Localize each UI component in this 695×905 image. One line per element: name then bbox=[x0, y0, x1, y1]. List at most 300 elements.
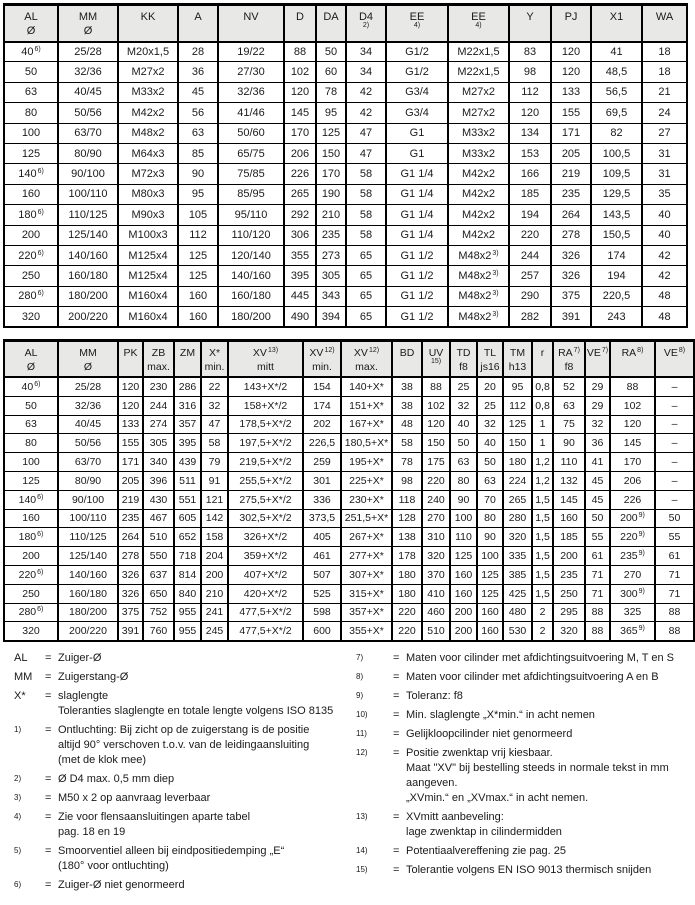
cell: 814 bbox=[174, 565, 201, 584]
cell: 158 bbox=[201, 528, 228, 547]
cell: 160/180 bbox=[218, 286, 284, 306]
cell: 40 bbox=[477, 434, 503, 453]
cell: M22x1,5 bbox=[448, 62, 509, 82]
cell: 326 bbox=[551, 245, 591, 265]
cell: 219,5+X*/2 bbox=[228, 453, 303, 472]
cell: 160 bbox=[477, 622, 503, 641]
cell: 40 bbox=[450, 415, 477, 434]
cell: 140/160 bbox=[58, 245, 118, 265]
table-row bbox=[4, 184, 687, 204]
footnote-marker: 7) bbox=[356, 652, 364, 662]
cell: 257 bbox=[509, 266, 551, 286]
cell: 160 bbox=[553, 509, 585, 528]
cell: 40 bbox=[642, 205, 687, 225]
cell: 27/30 bbox=[218, 62, 284, 82]
cell: 83 bbox=[509, 42, 551, 62]
cell: 125 bbox=[316, 123, 346, 143]
cell: 220$^{6)}$ bbox=[4, 245, 58, 265]
cell: 226 bbox=[284, 164, 316, 184]
cell: 32 bbox=[585, 415, 610, 434]
cell: 180/200 bbox=[58, 603, 118, 622]
cell: 160 bbox=[450, 565, 477, 584]
cell: 71 bbox=[655, 584, 694, 603]
cell: 219 bbox=[118, 490, 143, 509]
cell: 243 bbox=[591, 307, 642, 327]
cell: 63/70 bbox=[58, 453, 118, 472]
cell: 40/45 bbox=[58, 82, 118, 102]
cell: 282 bbox=[509, 307, 551, 327]
cell: 29 bbox=[585, 396, 610, 415]
cell: 200 bbox=[201, 565, 228, 584]
cell: 326+X*/2 bbox=[228, 528, 303, 547]
cell: 41 bbox=[585, 453, 610, 472]
cell: 250 bbox=[4, 584, 58, 603]
cell: 102 bbox=[610, 396, 655, 415]
cell: 295 bbox=[553, 603, 585, 622]
cell: 143,5 bbox=[591, 205, 642, 225]
cell: 71 bbox=[585, 584, 610, 603]
cell: 50 bbox=[450, 434, 477, 453]
cell: 140/160 bbox=[218, 266, 284, 286]
cell: 302,5+X*/2 bbox=[228, 509, 303, 528]
cell: 47 bbox=[346, 143, 386, 163]
footnote-marker: 11) bbox=[356, 728, 367, 738]
footnote-equals: = bbox=[393, 708, 400, 721]
cell: 154 bbox=[303, 377, 341, 396]
footnote bbox=[356, 727, 693, 742]
cell: – bbox=[655, 471, 694, 490]
cell: M160x4 bbox=[118, 286, 178, 306]
cell: 110/120 bbox=[218, 225, 284, 245]
cell: 48 bbox=[642, 307, 687, 327]
cell: 88 bbox=[610, 377, 655, 396]
cell: 138 bbox=[392, 528, 422, 547]
cell: 1,5 bbox=[532, 509, 553, 528]
cell: 460 bbox=[422, 603, 450, 622]
column-header: DA bbox=[316, 5, 346, 42]
cell: 210 bbox=[316, 205, 346, 225]
cell: 1,5 bbox=[532, 528, 553, 547]
footnote bbox=[14, 878, 351, 893]
cell: M42x2 bbox=[448, 225, 509, 245]
cell: 467 bbox=[143, 509, 174, 528]
footnotes-right-column bbox=[351, 651, 693, 897]
cell: 112 bbox=[509, 82, 551, 102]
cell: 955 bbox=[174, 603, 201, 622]
cell: 326 bbox=[551, 266, 591, 286]
cell: 170 bbox=[610, 453, 655, 472]
footnote-marker: 15) bbox=[356, 864, 368, 874]
footnote-text: Potentiaalvereffening zie pag. 25 bbox=[406, 844, 567, 857]
footnote-text: Tolerantie volgens EN ISO 9013 thermisch snijden bbox=[406, 863, 652, 876]
cell: 370 bbox=[422, 565, 450, 584]
cell: 150 bbox=[316, 143, 346, 163]
cell: G1 1/4 bbox=[386, 205, 448, 225]
cell: 32 bbox=[450, 396, 477, 415]
cell: 125 bbox=[477, 584, 503, 603]
table-row bbox=[4, 490, 694, 509]
cell: 50/56 bbox=[58, 434, 118, 453]
cell: 63 bbox=[477, 471, 503, 490]
cell: M42x2 bbox=[118, 103, 178, 123]
cell: 125 bbox=[477, 565, 503, 584]
cell: 605 bbox=[174, 509, 201, 528]
cell: 1,5 bbox=[532, 547, 553, 566]
cell: 335 bbox=[503, 547, 532, 566]
cell: 274 bbox=[143, 415, 174, 434]
cell: 245 bbox=[201, 622, 228, 641]
cell: 118 bbox=[392, 490, 422, 509]
cell: M48x2 bbox=[118, 123, 178, 143]
cell: 47 bbox=[201, 415, 228, 434]
table-row bbox=[4, 584, 694, 603]
cell: 171 bbox=[118, 453, 143, 472]
cell: 100 bbox=[4, 123, 58, 143]
column-header: D bbox=[284, 5, 316, 42]
cell: 52 bbox=[553, 377, 585, 396]
cell: 98 bbox=[509, 62, 551, 82]
cell: 90/100 bbox=[58, 164, 118, 184]
cell: 180,5+X* bbox=[341, 434, 392, 453]
cell: 145 bbox=[610, 434, 655, 453]
cell: G1 1/2 bbox=[386, 286, 448, 306]
cell: 220$^{6)}$ bbox=[4, 565, 58, 584]
footnote bbox=[356, 863, 693, 878]
footnote-equals: = bbox=[45, 791, 52, 804]
cell: 125 bbox=[178, 245, 218, 265]
cell: 61 bbox=[655, 547, 694, 566]
column-header: PK bbox=[118, 340, 143, 377]
cell: 88 bbox=[655, 622, 694, 641]
cell: 219 bbox=[551, 164, 591, 184]
footnote-equals: = bbox=[45, 810, 52, 823]
footnote-text: Ontluchting: Bij zicht op de zuigerstang is de positie altijd 90° verschoven t.o.v. van de leidingaansluiting (met de klok mee) bbox=[58, 723, 310, 766]
column-header: EE 4) bbox=[448, 5, 509, 42]
column-header: ZM bbox=[174, 340, 201, 377]
cell: 132 bbox=[553, 471, 585, 490]
cell: 65 bbox=[346, 245, 386, 265]
cell: 410 bbox=[422, 584, 450, 603]
cell: 300$^{9)}$ bbox=[610, 584, 655, 603]
cell: 355+X* bbox=[341, 622, 392, 641]
footnote bbox=[356, 651, 693, 666]
cell: 220 bbox=[422, 471, 450, 490]
cell: 160 bbox=[178, 286, 218, 306]
cell: 316 bbox=[174, 396, 201, 415]
cell: M27x2 bbox=[448, 103, 509, 123]
cell: 100,5 bbox=[591, 143, 642, 163]
cell: 45 bbox=[178, 82, 218, 102]
cell: 235 bbox=[553, 565, 585, 584]
footnotes-left-column bbox=[3, 651, 351, 897]
column-header: Y bbox=[509, 5, 551, 42]
cell: 63 bbox=[4, 82, 58, 102]
cylinder-dimensions-table bbox=[3, 3, 688, 328]
cell: 120/140 bbox=[218, 245, 284, 265]
cell: 305 bbox=[143, 434, 174, 453]
cell: 38 bbox=[392, 377, 422, 396]
cell: 58 bbox=[346, 225, 386, 245]
cell: 251,5+X* bbox=[341, 509, 392, 528]
cell: 407+X*/2 bbox=[228, 565, 303, 584]
cell: 63 bbox=[450, 453, 477, 472]
cell: 160/180 bbox=[58, 584, 118, 603]
cell: 190 bbox=[316, 184, 346, 204]
cell: 175 bbox=[422, 453, 450, 472]
cell: 598 bbox=[303, 603, 341, 622]
cell: 100 bbox=[4, 453, 58, 472]
table-row bbox=[4, 377, 694, 396]
cell: 50 bbox=[4, 396, 58, 415]
cell: 166 bbox=[509, 164, 551, 184]
cell: 18 bbox=[642, 62, 687, 82]
cell: 79 bbox=[201, 453, 228, 472]
cell: 95/110 bbox=[218, 205, 284, 225]
cell: 200 bbox=[4, 547, 58, 566]
cell: 95 bbox=[178, 184, 218, 204]
cell: M33x2 bbox=[448, 143, 509, 163]
cell: 110 bbox=[553, 453, 585, 472]
cell: 140$^{6)}$ bbox=[4, 164, 58, 184]
cell: 90/100 bbox=[58, 490, 118, 509]
cell: 88 bbox=[585, 622, 610, 641]
cell: 35 bbox=[642, 184, 687, 204]
cell: 150 bbox=[422, 434, 450, 453]
column-header: X* min. bbox=[201, 340, 228, 377]
table-row bbox=[4, 62, 687, 82]
cell: M22x1,5 bbox=[448, 42, 509, 62]
table-row bbox=[4, 143, 687, 163]
cell: 391 bbox=[551, 307, 591, 327]
cell: 50 bbox=[316, 42, 346, 62]
cell: 25/28 bbox=[58, 377, 118, 396]
footnote-marker: 3) bbox=[14, 792, 22, 802]
table-row bbox=[4, 307, 687, 327]
cell: 58 bbox=[346, 205, 386, 225]
cell: 42 bbox=[346, 82, 386, 102]
cell: – bbox=[655, 434, 694, 453]
cell: 25 bbox=[450, 377, 477, 396]
cell: 652 bbox=[174, 528, 201, 547]
cell: 120 bbox=[284, 82, 316, 102]
cell: 50 bbox=[585, 509, 610, 528]
table-body bbox=[4, 42, 687, 327]
footnote-text: Gelijkloopcilinder niet genormeerd bbox=[406, 727, 573, 740]
cell: 1,5 bbox=[532, 584, 553, 603]
footnote-marker: 13) bbox=[356, 811, 368, 821]
footnote bbox=[356, 708, 693, 723]
cell: 507 bbox=[303, 565, 341, 584]
cell: 204 bbox=[201, 547, 228, 566]
cell: 56 bbox=[178, 103, 218, 123]
cell: 71 bbox=[655, 565, 694, 584]
cell: 90 bbox=[450, 490, 477, 509]
cell: 511 bbox=[174, 471, 201, 490]
footnote-marker: MM bbox=[14, 670, 33, 683]
cell: 290 bbox=[509, 286, 551, 306]
column-header: AL Ø bbox=[4, 340, 58, 377]
cell: 31 bbox=[642, 143, 687, 163]
cell: 120 bbox=[118, 396, 143, 415]
cell: 61 bbox=[585, 547, 610, 566]
cell: 58 bbox=[346, 184, 386, 204]
table-row bbox=[4, 103, 687, 123]
cell: 82 bbox=[591, 123, 642, 143]
cell: 140/160 bbox=[58, 565, 118, 584]
cell: 63 bbox=[4, 415, 58, 434]
cell: 120 bbox=[118, 377, 143, 396]
cell: 150 bbox=[503, 434, 532, 453]
footnote-equals: = bbox=[45, 689, 52, 702]
cell: 75 bbox=[553, 415, 585, 434]
footnote-text: Zuiger-Ø bbox=[58, 651, 102, 664]
cell: 42 bbox=[642, 245, 687, 265]
cell: 133 bbox=[118, 415, 143, 434]
cell: 420+X*/2 bbox=[228, 584, 303, 603]
cell: 278 bbox=[551, 225, 591, 245]
cell: 98 bbox=[392, 471, 422, 490]
cell: 120 bbox=[551, 62, 591, 82]
footnote-equals: = bbox=[393, 863, 400, 876]
cell: 167+X* bbox=[341, 415, 392, 434]
cell: 600 bbox=[303, 622, 341, 641]
cell: 55 bbox=[655, 528, 694, 547]
cell: 307+X* bbox=[341, 565, 392, 584]
cell: 760 bbox=[143, 622, 174, 641]
cell: 477,5+X*/2 bbox=[228, 603, 303, 622]
cell: 80/90 bbox=[58, 471, 118, 490]
footnote bbox=[356, 810, 693, 840]
cell: G1 1/4 bbox=[386, 225, 448, 245]
cell: 40/45 bbox=[58, 415, 118, 434]
cell: 88 bbox=[422, 377, 450, 396]
cell: 58 bbox=[346, 164, 386, 184]
cell: 320 bbox=[553, 622, 585, 641]
cell: 650 bbox=[143, 584, 174, 603]
cell: 100/110 bbox=[58, 184, 118, 204]
column-header: PJ bbox=[551, 5, 591, 42]
cell: 41 bbox=[591, 42, 642, 62]
cell: 275,5+X*/2 bbox=[228, 490, 303, 509]
cell: M42x2 bbox=[448, 184, 509, 204]
cell: 140+X* bbox=[341, 377, 392, 396]
footnote-equals: = bbox=[393, 746, 400, 759]
table-row bbox=[4, 509, 694, 528]
cell: 185 bbox=[509, 184, 551, 204]
cell: 158+X*/2 bbox=[228, 396, 303, 415]
footnote bbox=[356, 844, 693, 859]
cell: 343 bbox=[316, 286, 346, 306]
cell: 195+X* bbox=[341, 453, 392, 472]
cell: 278 bbox=[118, 547, 143, 566]
cell: 210 bbox=[201, 584, 228, 603]
footnote-marker: X* bbox=[14, 689, 26, 702]
cell: 375 bbox=[551, 286, 591, 306]
footnote-text: XVmitt aanbeveling: lage zwenktap in cilindermidden bbox=[406, 810, 562, 838]
cell: 336 bbox=[303, 490, 341, 509]
table-row bbox=[4, 565, 694, 584]
cell: 48 bbox=[392, 415, 422, 434]
column-header: MM Ø bbox=[58, 340, 118, 377]
cell: G1 bbox=[386, 143, 448, 163]
footnote bbox=[14, 772, 351, 787]
cell: 1,5 bbox=[532, 565, 553, 584]
cell: 109,5 bbox=[591, 164, 642, 184]
footnote bbox=[14, 723, 351, 768]
cell: 637 bbox=[143, 565, 174, 584]
cell: 25/28 bbox=[58, 42, 118, 62]
footnote-text: Positie zwenktap vrij kiesbaar. Maat "XV" bij bestelling steeds in normale tekst in mm aangeven. „XVmin.“ en „XVmax.“ in acht nemen. bbox=[406, 746, 669, 804]
cell: G1/2 bbox=[386, 62, 448, 82]
cell: 200/220 bbox=[58, 307, 118, 327]
column-header: EE 4) bbox=[386, 5, 448, 42]
cell: 244 bbox=[509, 245, 551, 265]
cell: 143+X*/2 bbox=[228, 377, 303, 396]
cell: 439 bbox=[174, 453, 201, 472]
cell: 55 bbox=[585, 528, 610, 547]
cell: 315+X* bbox=[341, 584, 392, 603]
cell: M80x3 bbox=[118, 184, 178, 204]
cell: 105 bbox=[178, 205, 218, 225]
footnote-equals: = bbox=[45, 844, 52, 857]
cell: G3/4 bbox=[386, 103, 448, 123]
cell: 225+X* bbox=[341, 471, 392, 490]
cell: 120 bbox=[509, 103, 551, 123]
cell: 280$^{6)}$ bbox=[4, 603, 58, 622]
cell: 42 bbox=[346, 103, 386, 123]
footnote-marker: 5) bbox=[14, 845, 22, 855]
cell: 85/95 bbox=[218, 184, 284, 204]
footnote bbox=[14, 791, 351, 806]
cell: 125 bbox=[4, 471, 58, 490]
cell: 270 bbox=[610, 565, 655, 584]
cell: – bbox=[655, 453, 694, 472]
cell: 31 bbox=[642, 164, 687, 184]
cell: 112 bbox=[503, 396, 532, 415]
cell: 320 bbox=[503, 528, 532, 547]
cell: 220 bbox=[392, 622, 422, 641]
cell: 1,5 bbox=[532, 490, 553, 509]
column-header: NV bbox=[218, 5, 284, 42]
cell: 375 bbox=[118, 603, 143, 622]
cell: M42x2 bbox=[448, 205, 509, 225]
cell: 151+X* bbox=[341, 396, 392, 415]
footnote-equals: = bbox=[393, 844, 400, 857]
cell: 56,5 bbox=[591, 82, 642, 102]
cell: 70 bbox=[477, 490, 503, 509]
cell: 18 bbox=[642, 42, 687, 62]
cell: 38 bbox=[392, 396, 422, 415]
cell: 88 bbox=[655, 603, 694, 622]
table-row bbox=[4, 396, 694, 415]
cell: 32 bbox=[477, 415, 503, 434]
footnote-marker: 8) bbox=[356, 671, 364, 681]
cell: 47 bbox=[346, 123, 386, 143]
table-row bbox=[4, 123, 687, 143]
cell: 155 bbox=[118, 434, 143, 453]
column-header: WA bbox=[642, 5, 687, 42]
cell: 220$^{9)}$ bbox=[610, 528, 655, 547]
cell: 235 bbox=[551, 184, 591, 204]
cell: 530 bbox=[503, 622, 532, 641]
cell: 32/36 bbox=[58, 62, 118, 82]
cell: 40$^{6)}$ bbox=[4, 42, 58, 62]
cell: 42 bbox=[642, 266, 687, 286]
footnote-equals: = bbox=[45, 670, 52, 683]
cell: 310 bbox=[422, 528, 450, 547]
cell: 1,2 bbox=[532, 471, 553, 490]
cell: 133 bbox=[551, 82, 591, 102]
